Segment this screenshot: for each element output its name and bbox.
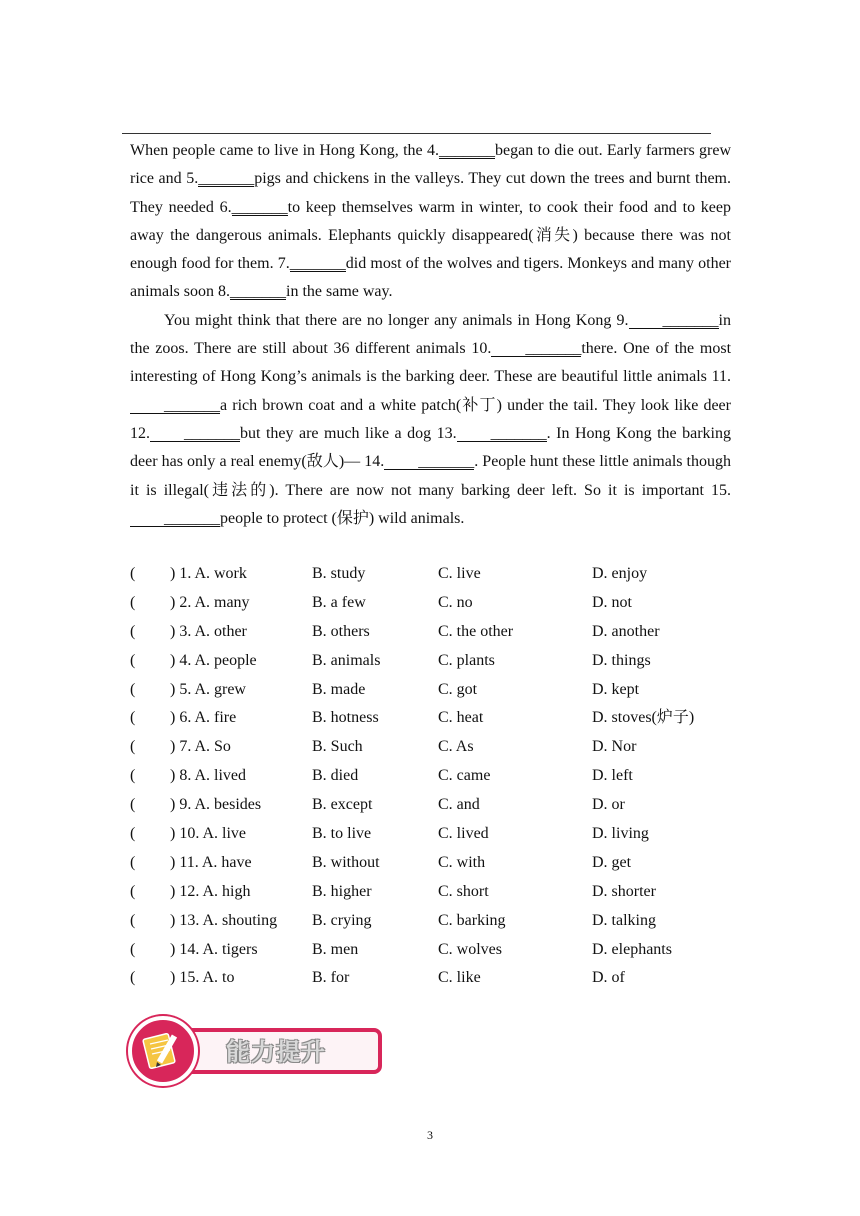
- passage-text: people to protect (保护) wild animals.: [220, 509, 465, 527]
- question-row: [130, 733, 731, 762]
- question-option-c: C. like: [438, 969, 481, 987]
- question-option-c: C. plants: [438, 651, 495, 669]
- question-row: [130, 936, 731, 965]
- passage-text: did most of the wolves and tigers. Monkeys and many other animals soon 8.: [130, 255, 732, 301]
- question-option-d: D. elephants: [592, 940, 672, 958]
- question-option-c: C. lived: [438, 825, 489, 843]
- question-row: [130, 704, 731, 733]
- question-option-b: B. without: [312, 853, 380, 871]
- question-row: [130, 762, 731, 791]
- answer-blank-7: _______: [289, 255, 346, 273]
- reading-passage: [130, 137, 731, 533]
- question-option-d: D. living: [592, 825, 649, 843]
- question-row: [130, 964, 731, 993]
- question-option-b: B. study: [312, 565, 366, 582]
- question-option-b: B. higher: [312, 882, 372, 900]
- question-option-d: D. of: [592, 969, 625, 987]
- answer-paren-open: (: [130, 738, 136, 756]
- question-option-d: D. left: [592, 767, 633, 785]
- passage-paragraph-2: [130, 307, 731, 533]
- passage-text: to keep themselves warm in winter, to cook their food and to keep away the dangerous animals. Elephants quickly disappeared(消失) because there was not enough food for them. 7.: [130, 198, 732, 273]
- question-row: [130, 820, 731, 849]
- passage-text: . In Hong Kong the barking deer has only a real enemy(敌人)— 14.: [130, 424, 732, 471]
- question-option-c: C. barking: [438, 911, 506, 929]
- question-row: [130, 589, 731, 618]
- answer-paren-open: (: [130, 796, 136, 814]
- question-option-c: C. the other: [438, 622, 514, 640]
- passage-text: in the same way.: [286, 283, 393, 301]
- question-option-a: ) 8. A. lived: [170, 767, 246, 785]
- answer-paren-open: (: [130, 767, 136, 785]
- question-option-b: B. died: [312, 767, 359, 785]
- question-option-d: D. Nor: [592, 738, 637, 756]
- passage-text: there. One of the most interesting of Hong Kong’s animals is the barking deer. These are beautiful little animals 11.: [130, 340, 732, 386]
- question-option-c: C. heat: [438, 709, 484, 727]
- question-option-c: C. got: [438, 680, 478, 698]
- question-row: [130, 878, 731, 907]
- question-option-c: C. came: [438, 767, 491, 785]
- question-option-d: D. get: [592, 853, 632, 871]
- answer-paren-open: (: [130, 969, 136, 987]
- question-option-a: ) 9. A. besides: [170, 796, 262, 814]
- question-option-a: ) 5. A. grew: [170, 680, 246, 698]
- answer-blank-15: _______: [130, 511, 220, 527]
- question-option-b: B. animals: [312, 651, 381, 669]
- passage-text: a rich brown coat and a white patch(补丁) under the tail. They look like deer 12.: [130, 396, 731, 442]
- answer-blank-6: _______: [231, 198, 288, 216]
- question-option-d: D. things: [592, 651, 651, 669]
- passage-text: in the zoos. There are still about 36 different animals 10.: [130, 311, 731, 358]
- question-row: [130, 676, 731, 705]
- answer-paren-open: (: [130, 565, 136, 582]
- question-option-b: B. hotness: [312, 709, 379, 727]
- question-row: [130, 849, 731, 878]
- question-option-a: ) 2. A. many: [170, 593, 250, 611]
- question-option-d: D. stoves(炉子): [592, 709, 695, 727]
- header-rule: [122, 133, 711, 134]
- question-option-b: B. for: [312, 969, 350, 987]
- question-option-a: ) 6. A. fire: [170, 709, 237, 727]
- question-option-d: D. shorter: [592, 882, 656, 900]
- question-row: [130, 907, 731, 936]
- passage-paragraph-1: [130, 137, 731, 307]
- answer-paren-open: (: [130, 680, 136, 698]
- answer-blank-4: _______: [438, 142, 495, 159]
- passage-text: You might think that there are no longer any animals in Hong Kong 9.: [164, 311, 629, 329]
- question-option-d: D. another: [592, 622, 660, 640]
- question-option-c: C. short: [438, 882, 489, 900]
- question-option-c: C. and: [438, 796, 480, 814]
- question-option-d: D. or: [592, 796, 625, 814]
- question-option-c: C. live: [438, 565, 481, 582]
- question-list: [130, 560, 731, 993]
- question-row: [130, 791, 731, 820]
- answer-paren-open: (: [130, 825, 136, 843]
- answer-paren-open: (: [130, 709, 136, 727]
- notebook-pencil-icon: [128, 1016, 198, 1086]
- question-option-c: C. As: [438, 738, 474, 756]
- question-row: [130, 618, 731, 647]
- question-option-c: C. wolves: [438, 940, 502, 958]
- answer-paren-open: (: [130, 882, 136, 900]
- answer-blank-12: _______: [150, 426, 240, 442]
- answer-paren-open: (: [130, 622, 136, 640]
- answer-blank-14: _______: [384, 454, 474, 470]
- answer-paren-open: (: [130, 593, 136, 611]
- question-option-d: D. not: [592, 593, 632, 611]
- question-option-a: ) 7. A. So: [170, 738, 231, 756]
- question-option-b: B. men: [312, 940, 359, 958]
- question-option-d: D. enjoy: [592, 565, 648, 582]
- question-option-b: B. to live: [312, 825, 372, 843]
- answer-blank-5: _______: [198, 170, 255, 188]
- question-option-a: ) 11. A. have: [170, 853, 252, 871]
- answer-blank-11: _______: [130, 398, 220, 414]
- question-option-b: B. others: [312, 622, 370, 640]
- question-row: [130, 647, 731, 676]
- question-option-d: D. talking: [592, 911, 656, 929]
- passage-text: but they are much like a dog 13.: [240, 424, 457, 442]
- question-option-b: B. a few: [312, 593, 366, 611]
- question-option-d: D. kept: [592, 680, 640, 698]
- question-option-a: ) 3. A. other: [170, 622, 247, 640]
- answer-blank-13: _______: [457, 426, 547, 442]
- question-option-a: ) 15. A. to: [170, 969, 235, 987]
- answer-blank-8: _______: [230, 283, 286, 301]
- question-option-a: ) 12. A. high: [170, 882, 251, 900]
- answer-paren-open: (: [130, 853, 136, 871]
- section-banner: [128, 1016, 390, 1086]
- section-title: 能力提升: [226, 1038, 326, 1066]
- passage-text: . People hunt these little animals though it is illegal(违法的). There are now not many barking deer left. So it is important 15.: [130, 453, 731, 499]
- passage-text: pigs and chickens in the valleys. They cut down the trees and burnt them. They needed 6.: [130, 170, 731, 216]
- answer-paren-open: (: [130, 911, 136, 929]
- question-row: [130, 560, 731, 589]
- question-option-a: ) 1. A. work: [170, 565, 247, 582]
- question-option-a: ) 10. A. live: [170, 825, 246, 843]
- answer-paren-open: (: [130, 940, 136, 958]
- question-option-a: ) 4. A. people: [170, 651, 257, 669]
- answer-paren-open: (: [130, 651, 136, 669]
- passage-text: began to die out. Early farmers grew rice and 5.: [130, 142, 732, 188]
- question-option-c: C. with: [438, 853, 486, 871]
- answer-blank-9: _______: [629, 313, 719, 329]
- answer-blank-10: _______: [491, 341, 581, 357]
- question-option-c: C. no: [438, 593, 473, 611]
- question-option-b: B. crying: [312, 911, 372, 929]
- question-option-b: B. except: [312, 796, 373, 814]
- page-number: 3: [427, 1128, 433, 1142]
- question-option-a: ) 14. A. tigers: [170, 940, 258, 958]
- question-option-b: B. Such: [312, 738, 363, 756]
- passage-text: When people came to live in Hong Kong, the 4.: [130, 142, 439, 159]
- question-option-b: B. made: [312, 680, 366, 698]
- question-option-a: ) 13. A. shouting: [170, 911, 278, 929]
